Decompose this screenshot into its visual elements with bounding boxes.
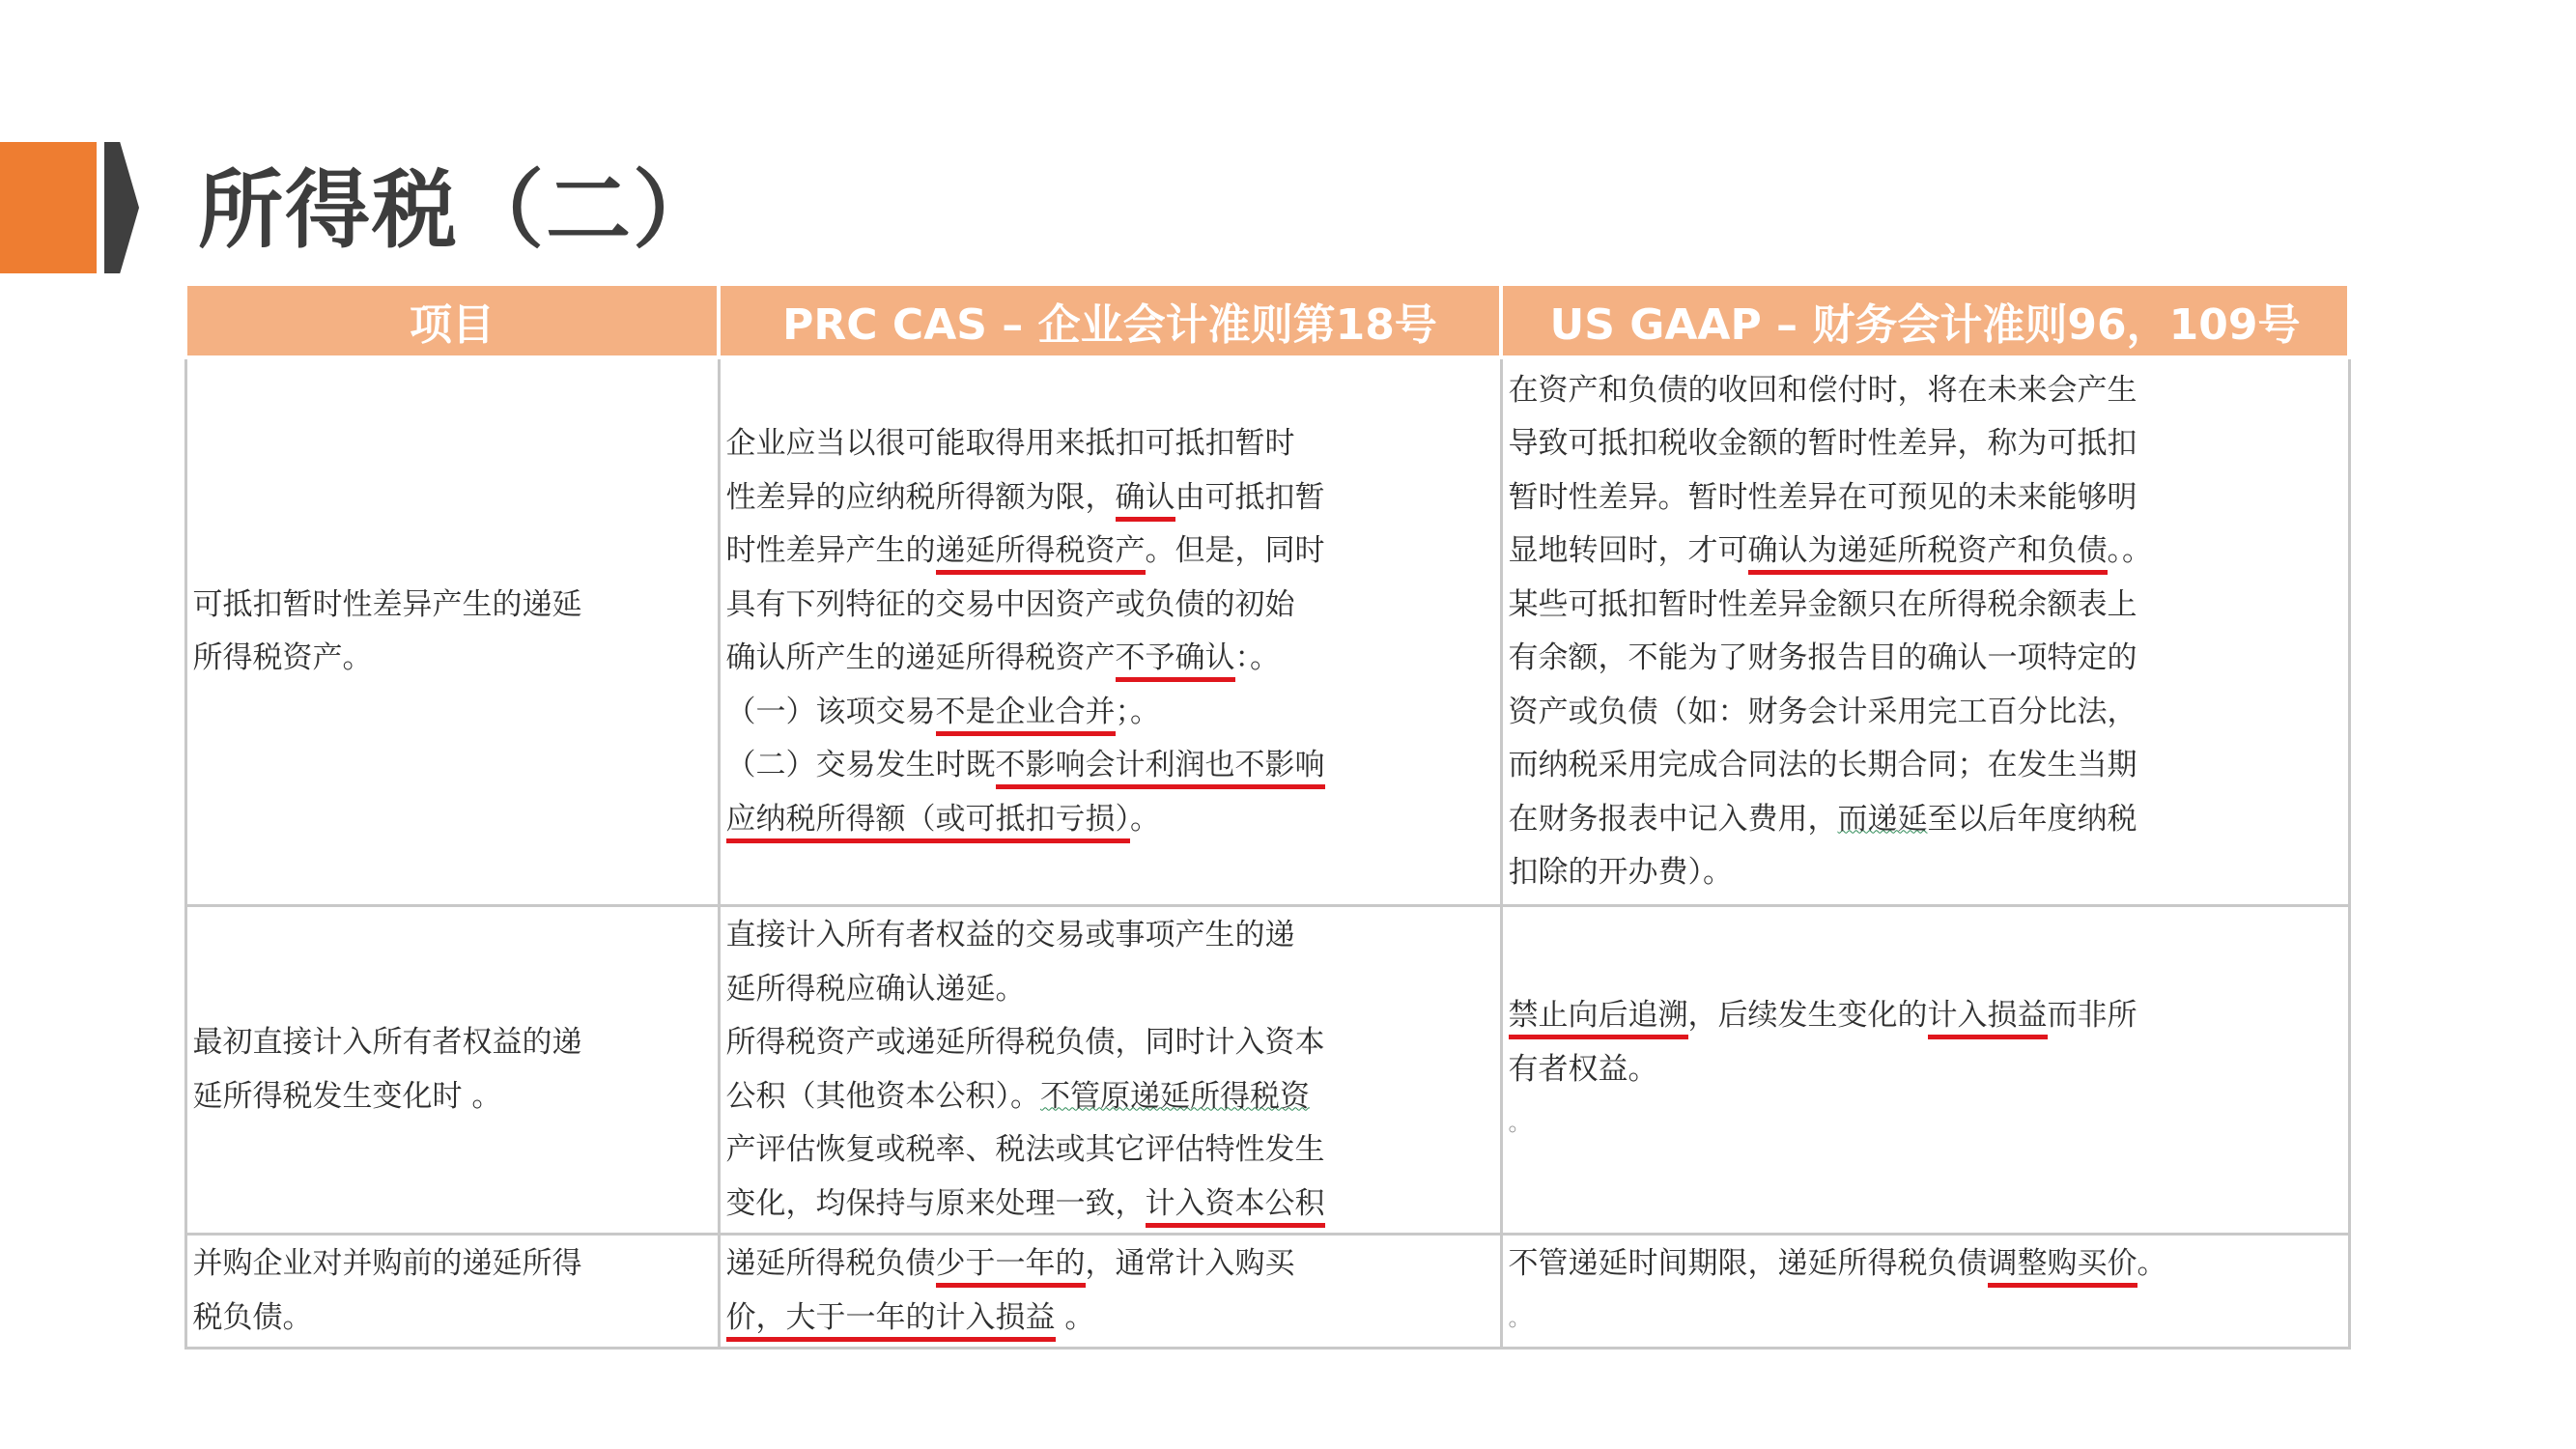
table-row xyxy=(185,1235,2349,1349)
row-item-label: 最初直接计入所有者权益的递 延所得税发生变化时 。 xyxy=(185,906,719,1235)
highlight-underline: 禁止向后追溯 xyxy=(1509,998,1688,1039)
gaap-cell: 不管递延时间期限，递延所得税负债调整购买价。 。 xyxy=(1501,1235,2349,1349)
highlight-underline: 调整购买价 xyxy=(1988,1246,2137,1288)
highlight-underline: 计入资本公积 xyxy=(1146,1186,1325,1228)
title-accent-block xyxy=(0,142,97,273)
highlight-underline: 计入损益 xyxy=(1928,998,2048,1039)
highlight-underline: 价，大于一年的计入损益 xyxy=(726,1300,1056,1342)
page-title: 所得税（二） xyxy=(198,160,721,260)
header-prc-cas: PRC CAS – 企业会计准则第18号 xyxy=(719,284,1501,357)
title-chevron-icon xyxy=(104,142,139,273)
highlight-underline: 应纳税所得额（或可抵扣亏损） xyxy=(726,802,1131,843)
gaap-cell: 禁止向后追溯，后续发生变化的计入损益而非所 有者权益。 。 xyxy=(1501,906,2349,1235)
comparison-table xyxy=(184,282,2347,1350)
table-row xyxy=(185,357,2349,906)
header-item: 项目 xyxy=(185,284,719,357)
row-item-label: 并购企业对并购前的递延所得 税负债。 xyxy=(185,1235,719,1349)
cas-cell: 递延所得税负债少于一年的，通常计入购买 价，大于一年的计入损益 。 xyxy=(719,1235,1501,1349)
row-item-label: 可抵扣暂时性差异产生的递延 所得税资产。 xyxy=(185,357,719,906)
cas-cell: 企业应当以很可能取得用来抵扣可抵扣暂时 性差异的应纳税所得额为限，确认由可抵扣暂 时性差异产生的递延所得税资产。但是，同时 具有下列特征的交易中因资产或负债的初始 确认所产生的递延所得税资产不予确认：。 （一）该项交易不是企业合并；。 （二）交易发生时既不影响会计利润也不影响 应纳税所得额（或可抵扣亏损）。 xyxy=(719,357,1501,906)
gaap-cell: 在资产和负债的收回和偿付时，将在未来会产生 导致可抵扣税收金额的暂时性差异，称为可抵扣 暂时性差异。暂时性差异在可预见的未来能够明 显地转回时，才可确认为递延所税资产和负债。。 某些可抵扣暂时性差异金额只在所得税余额表上 有余额，不能为了财务报告目的确认一项特定的 资产或负债（如：财务会计采用完工百分比法， 而纳税采用完成合同法的长期合同；在发生当期 在财务报表中记入费用，而递延至以后年度纳税 扣除的开办费）。 xyxy=(1501,357,2349,906)
highlight-underline: 确认为递延所税资产和负债 xyxy=(1748,533,2108,575)
highlight-underline: 不予确认 xyxy=(1116,640,1235,682)
header-us-gaap: US GAAP – 财务会计准则96，109号 xyxy=(1501,284,2349,357)
highlight-underline: 少于一年的 xyxy=(936,1246,1086,1288)
cas-cell: 直接计入所有者权益的交易或事项产生的递 延所得税应确认递延。 所得税资产或递延所得税负债，同时计入资本 公积（其他资本公积）。不管原递延所得税资 产评估恢复或税率、税法或其它评估特性发生 变化，均保持与原来处理一致，计入资本公积 xyxy=(719,906,1501,1235)
highlight-underline: 确认 xyxy=(1116,480,1175,522)
highlight-underline: 不影响会计利润也不影响 xyxy=(996,748,1325,789)
highlight-underline: 不是企业合并 xyxy=(936,695,1116,736)
table-row xyxy=(185,906,2349,1235)
highlight-underline: 递延所得税资产 xyxy=(936,533,1146,575)
table-header-row xyxy=(185,284,2349,357)
